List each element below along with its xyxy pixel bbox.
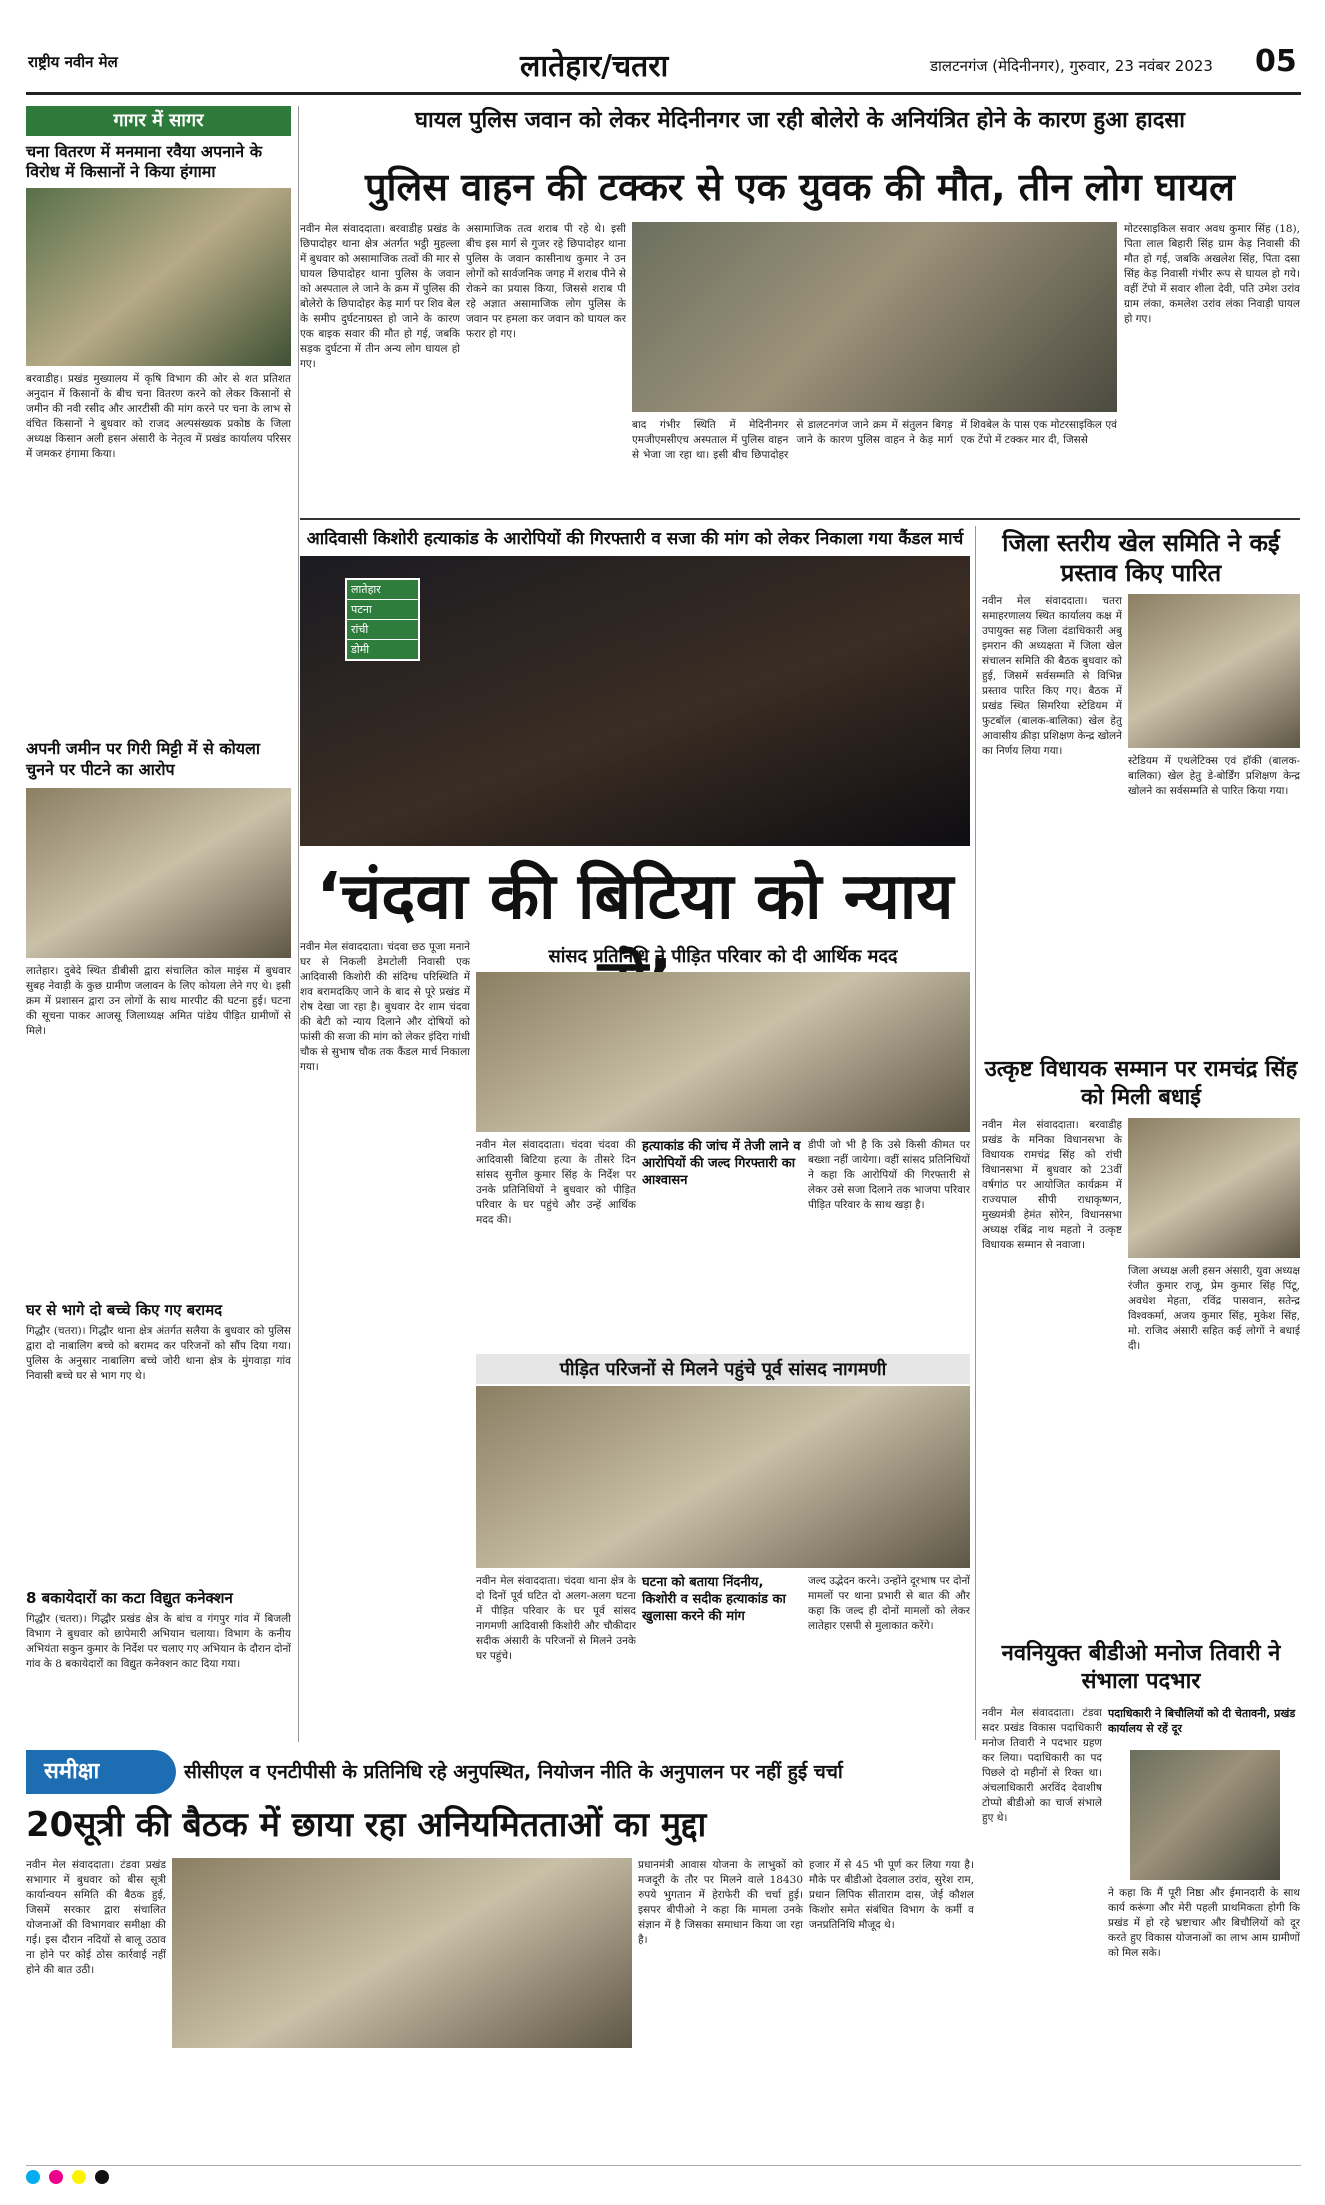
mla-body2: जिला अध्यक्ष अली हसन अंसारी, युवा अध्यक्ष रंजीत कुमार राजू, प्रेम कुमार सिंह पिंटू, अवधेश मेहता, रविंद्र पासवान, सतेन्द्र विश्वकर्मा, अजय कुमार सिंह, मुकेश सिंह, मो. राजिद अंसारी सहित कई लोगों ने बधाई दी। [1128, 1265, 1300, 1352]
left4-body: गिद्धौर (चतरा)। गिद्धौर प्रखंड क्षेत्र के बांच व गंगपुर गांव में बिजली विभाग ने बुधवार को छापेमारी अभियान चलाया। विभाग के कनीय अभियंता सकुन कुमार के निर्देश पर चलाए गए अभियान के दौरान दोनों गांव के 8 बकायेदारों का विद्युत कनेक्शन काट दिया गया। [26, 1613, 291, 1670]
dateline: डालटनगंज (मेदिनीनगर), गुरुवार, 23 नवंबर 2023 [930, 57, 1213, 75]
ex-mp-body2: जल्द उद्भेदन करने। उन्होंने दूरभाष पर दोनों मामलों पर थाना प्रभारी से बात की और कहा कि जल्द ही दोनों मामलों को लेकर लातेहार एसपी से मुलाकात करेंगे। [808, 1575, 970, 1632]
lead-kicker: घायल पुलिस जवान को लेकर मेदिनीनगर जा रही बोलेरो के अनियंत्रित होने के कारण हुआ हादसा [415, 108, 1185, 133]
sign-line-3: रांची [347, 620, 418, 640]
mp-rep-body2: डीपी जो भी है कि उसे किसी कीमत पर बख्शा नहीं जायेगा। वहीं सांसद प्रतिनिधियों ने कहा कि आरोपियों की गिरफ्तारी से लेकर उसे सजा दिलाने तक भाजपा परिवार पीड़ित परिवार के साथ खड़ा है। [808, 1139, 970, 1211]
ex-mp-headline: पीड़ित परिजनों से मिलने पहुंचे पूर्व सांसद नागमणी [476, 1354, 970, 1384]
sports-headline: जिला स्तरीय खेल समिति ने कई प्रस्ताव किए पारित [1002, 529, 1280, 587]
left2-body: लातेहार। दुबेदे स्थित डीबीसी द्वारा संचालित कोल माइंस में बुधवार सुबह नेवाड़ी के कुछ ग्रामीण जलावन के लिए कोयला लेने गए थे। इसी क्रम में प्रशासन द्वारा उन लोगों के साथ मारपीट की घटना हुई। घटना की सूचना पाकर आजसू जिलाध्यक्ष अमित पांडेय पीड़ित ग्रामीणों से मिले। [26, 965, 291, 1037]
lead-col2: असामाजिक तत्व शराब पी रहे थे। इसी बीच इस मार्ग से गुजर रहे छिपादोहर थाना पुलिस के जवान कासीनाथ कुमार ने उन लोगों को सार्वजनिक जगह में शराब पीने से रोकने का प्रयास किया, जिससे शराब पी रहे अज्ञात असामाजिक लोग पुलिस के जवान पर हमला कर जवान को घायल कर फरार हो गए। [466, 223, 626, 340]
candle-march-photo [300, 556, 970, 846]
candle-quote-headline: ‘चंदवा की बिटिया को न्याय [316, 860, 954, 934]
sports-body: नवीन मेल संवाददाता। चतरा समाहरणालय स्थित कार्यालय कक्ष में उपायुक्त सह जिला दंडाधिकारी अबु इमरान की अध्यक्षता में जिला खेल संचालन समिति की बैठक बुधवार को हुई, जिसमें सर्वसम्मति से विभिन्न प्रस्ताव पारित किए गए। बैठक में प्रखंड स्थित सिमरिया स्टेडियम में फुटबॉल (बालक-बालिका) खेल हेतु आवासीय क्रीड़ा प्रशिक्षण केन्द्र खोलने का निर्णय लिया गया। [982, 595, 1122, 757]
samiksha-kicker: सीसीएल व एनटीपीसी के प्रतिनिधि रहे अनुपस्थित, नियोजन नीति के अनुपालन पर नहीं हुई चर्चा [184, 1761, 843, 1783]
header-rule [26, 92, 1301, 95]
lead-headline: पुलिस वाहन की टक्कर से एक युवक की मौत, तीन लोग घायल [365, 165, 1235, 209]
sign-line-2: पटना [347, 600, 418, 620]
bdo-headline: नवनियुक्त बीडीओ मनोज तिवारी ने संभाला पदभार [1001, 1641, 1281, 1694]
samiksha-tag: समीक्षा [26, 1750, 176, 1794]
sports-meeting-photo [1128, 594, 1300, 748]
left1-body: बरवाडीह। प्रखंड मुख्यालय में कृषि विभाग की ओर से शत प्रतिशत अनुदान में किसानों के बीच चना वितरण करने को लेकर किसानों से जमीन की नवी रसीद और आरटीसी की मांग करने पर चना के लाभ से वंचित किसानों ने बुधवार को राजद अल्पसंख्यक प्रकोष्ठ के जिला अध्यक्ष किसान अली हसन अंसारी के नेतृत्व में प्रखंड कार्यालय परिसर में जमकर हंगामा किया। [26, 373, 291, 460]
column-divider [298, 106, 299, 1742]
left2-headline: अपनी जमीन पर गिरी मिट्टी में से कोयला चुनने पर पीटने का आरोप [26, 739, 261, 779]
samiksha-meeting-photo [172, 1858, 632, 2048]
samiksha-col3: हजार में से 45 भी पूर्ण कर लिया गया है। मौके पर बीडीओ देवलाल उरांव, सुरेश राम, प्रधान लिपिक सीताराम दास, जेई कौशल किशोर समेत संबंधित विभाग के कर्मी व जनप्रतिनिधि मौजूद थे। [809, 1859, 974, 1931]
mla-award-photo [1128, 1118, 1300, 1258]
black-dot [95, 2170, 109, 2184]
mp-rep-body: नवीन मेल संवाददाता। चंदवा चंदवा की आदिवासी बिटिया हत्या के तीसरे दिन सांसद सुनील कुमार सिंह के निर्देश पर उनके प्रतिनिधियों ने बुधवार को पीड़ित परिवार के घर पहुंचे और उन्हें आर्थिक मदद की। [476, 1139, 636, 1226]
page-number: 05 [1255, 44, 1297, 79]
magenta-dot [49, 2170, 63, 2184]
bdo-tagline: पदाधिकारी ने बिचौलियों को दी चेतावनी, प्रखंड कार्यालय से रहें दूर [1108, 1707, 1296, 1735]
lead-col3: बाद गंभीर स्थिति में मेदिनीनगर एमजीएमसीएच अस्पताल में पुलिस वाहन से भेजा जा रहा था। इसी बीच छिपादोहर से डालटनगंज जाने क्रम में संतुलन बिगड़ जाने के कारण पुलिस वाहन ने केड़ मार्ग में शिवबेल के पास एक मोटरसाइकिल एवं एक टेंपो में टक्कर मार दी, जिससे [632, 419, 1117, 461]
bdo-portrait-photo [1130, 1750, 1280, 1880]
lead-bottom-rule [300, 518, 1300, 520]
samiksha-col1: नवीन मेल संवाददाता। टंडवा प्रखंड सभागार में बुधवार को बीस सूत्री कार्यान्वयन समिति की बैठक हुई, जिसमें सरकार द्वारा संचालित योजनाओं की विभागवार समीक्षा की गई। इस दौरान नदियों से बालू उठाव ना होने पर कोई ठोस कार्रवाई नहीं होने की बात उठी। [26, 1859, 166, 1976]
mla-body: नवीन मेल संवाददाता। बरवाडीह प्रखंड के मनिका विधानसभा के विधायक रामचंद्र सिंह को रांची विधानसभा में बुधवार को 23वीं वर्षगांठ पर आयोजित कार्यक्रम में राज्यपाल सीपी राधाकृष्णन, मुख्यमंत्री हेमंत सोरेन, विधानसभा अध्यक्ष रबिंद्र नाथ महतो ने उत्कृष्ट विधायक सम्मान से नवाजा। [982, 1119, 1122, 1251]
candle-body: नवीन मेल संवाददाता। चंदवा छठ पूजा मनाने घर से निकली डेमटोली निवासी एक आदिवासी किशोरी की संदिग्ध परिस्थिति में शव बरामदकिए जाने के बाद से पूरे प्रखंड में रोष देखा जा रहा है। बुधवार देर शाम चंदवा की बेटी को न्याय दिलाने और दोषियों को फांसी की सजा की मांग को लेकर इंदिरा गांधी चौक से सुभाष चौक तक कैंडल मार्च निकाला गया। [300, 941, 470, 1073]
section-title: लातेहार/चतरा [520, 49, 669, 84]
left1-headline: चना वितरण में मनमाना रवैया अपनाने के विरोध में किसानों ने किया हंगामा [26, 142, 262, 181]
sports-caption: स्टेडियम में एथलेटिक्स एवं हॉकी (बालक-बालिका) खेल हेतु डे-बोर्डिंग प्रशिक्षण केन्द्र खोलने का सर्वसम्मति से पारित किया गया। [1128, 755, 1300, 797]
candle-march-banner: आदिवासी किशोरी हत्याकांड के आरोपियों की गिरफ्तारी व सजा की मांग को लेकर निकाला गया कैंडल मार्च [306, 529, 964, 549]
samiksha-col2: प्रधानमंत्री आवास योजना के लाभुकों को मजदूरी के तौर पर मिलने वाले 18430 रुपये भुगतान में हेराफेरी की चर्चा हुई। इसपर बीपीओ ने कहा कि मामला उनके संज्ञान में है जिसका समाधान किया जा रहा है। [638, 1859, 803, 1946]
print-color-bar [26, 2165, 1301, 2185]
yellow-dot [72, 2170, 86, 2184]
left3-headline: घर से भागे दो बच्चे किए गए बरामद [26, 1301, 223, 1319]
mp-rep-side-head: हत्याकांड की जांच में तेजी लाने व आरोपियों की जल्द गिरफ्तारी का आश्वासन [642, 1139, 801, 1188]
newspaper-logo: राष्ट्रीय नवीन मेल [28, 53, 118, 71]
samiksha-headline: 20सूत्री की बैठक में छाया रहा अनियमितताओं का मुद्दा [26, 1805, 707, 1845]
right-column-divider [975, 526, 976, 1740]
mp-rep-headline: सांसद प्रतिनिधि ने पीड़ित परिवार को दी आर्थिक मदद [548, 946, 898, 967]
bdo-body: नवीन मेल संवाददाता। टंडवा सदर प्रखंड विकास पदाधिकारी मनोज तिवारी ने पदभार ग्रहण कर लिया। पदाधिकारी का पद पिछले दो महीनों से रिक्त था। अंचलाधिकारी अरविंद देवाशीष टोप्पो बीडीओ का चार्ज संभाले हुए थे। [982, 1707, 1102, 1824]
accident-vehicle-photo [632, 222, 1117, 412]
ex-mp-photo [476, 1386, 970, 1568]
bdo-body2: ने कहा कि मैं पूरी निष्ठा और ईमानदारी के साथ कार्य करूंगा और मेरी पहली प्राथमिकता होगी कि प्रखंड में हो रहे भ्रष्टाचार और बिचौलियों को दूर करते हुए विकास योजनाओं का लाभ आम ग्रामीणों को मिल सके। [1108, 1887, 1300, 1959]
lead-col1: नवीन मेल संवाददाता। बरवाडीह प्रखंड के छिपादोहर थाना क्षेत्र अंतर्गत भट्ठी मुहल्ला में बुधवार को असामाजिक तत्वों की मार से घायल छिपादोहर थाना पुलिस के जवान को अस्पताल ले जाने के क्रम में पुलिस की बोलेरो के छिपादोहर केड़ मार्ग पर शिव बेल के समीप दुर्घटनाग्रस्त हो जाने के कारण एक बाइक सवार की मौत हो गई, जबकि सड़क दुर्घटना में तीन अन्य लोग घायल हो गए। [300, 223, 460, 370]
mp-rep-photo [476, 972, 970, 1132]
cyan-dot [26, 2170, 40, 2184]
farmers-protest-photo [26, 188, 291, 366]
coal-meeting-photo [26, 788, 291, 958]
ex-mp-side-head: घटना को बताया निंदनीय, किशोरी व सदीक हत्याकांड का खुलासा करने की मांग [642, 1575, 786, 1624]
mla-headline: उत्कृष्ट विधायक सम्मान पर रामचंद्र सिंह को मिली बधाई [984, 1057, 1298, 1110]
ex-mp-body: नवीन मेल संवाददाता। चंदवा थाना क्षेत्र के दो दिनों पूर्व घटित दो अलग-अलग घटना में पीड़ित परिवार के घर पूर्व सांसद नागमणी आदिवासी किशोरी और चौकीदार सदीक अंसारी के परिजनों से मिलने उनके घर पहुंचे। [476, 1575, 636, 1662]
signboard [345, 578, 420, 661]
sign-line-4: डोमी [351, 643, 370, 656]
lead-col4: मोटरसाइकिल सवार अवध कुमार सिंह (18), पिता लाल बिहारी सिंह ग्राम केड़ निवासी की मौत हो गई, जबकि अखलेश सिंह, पिता दसा सिंह केड़ निवासी गंभीर रूप से घायल हो गये। वहीं टेंपो में सवार शीला देवी, पति उमेश उरांव ग्राम लंका, कमलेश उरांव लंका निवाड़ी घायल हो गए। [1124, 223, 1300, 325]
left3-body: गिद्धौर (चतरा)। गिद्धौर थाना क्षेत्र अंतर्गत सलैया के बुधवार को पुलिस द्वारा दो नाबालिग बच्चे को बरामद कर परिजनों को सौंप दिया गया। पुलिस के अनुसार नाबालिग बच्चे जोरी थाना क्षेत्र के मुंगवाड़ा गांव निवासी बच्चे घर से भाग गए थे। [26, 1325, 291, 1382]
sign-line-1: लातेहार [347, 580, 418, 600]
gagar-me-sagar-label: गागर में सागर [26, 106, 291, 136]
left4-headline: 8 बकायेदारों का कटा विद्युत कनेक्शन [26, 1589, 233, 1607]
